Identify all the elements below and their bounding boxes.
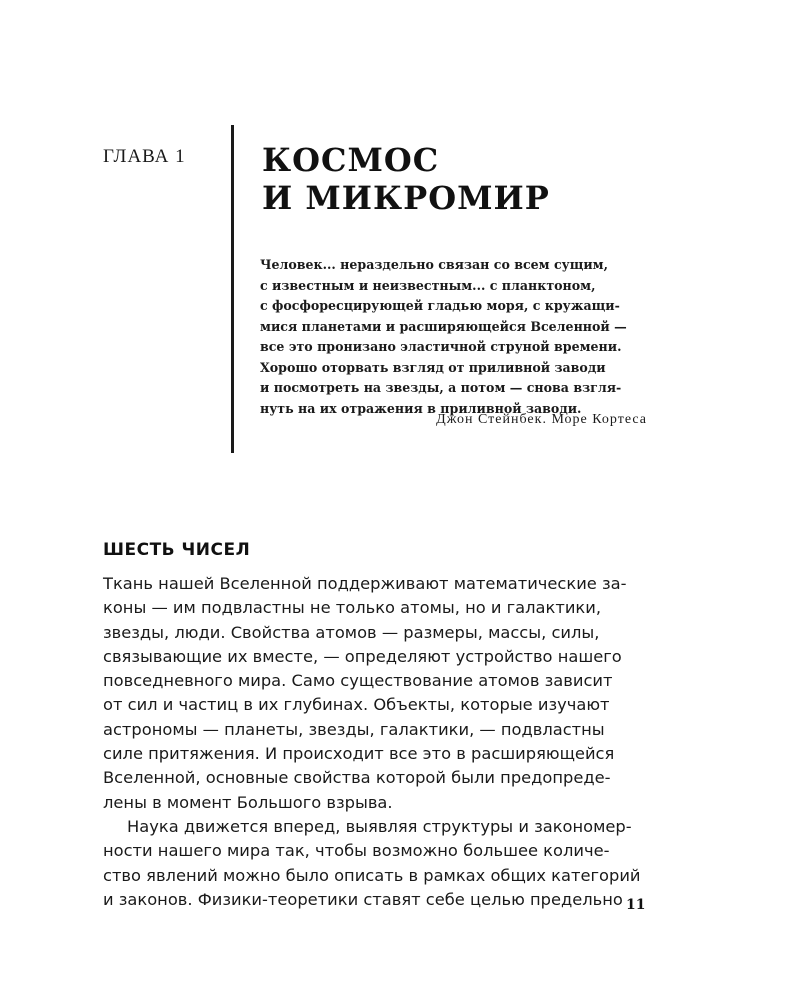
body-line: лены в момент Большого взрыва.	[103, 792, 393, 812]
epigraph-line: Человек... нераздельно связан со всем сущим,	[260, 257, 609, 272]
body-line: Ткань нашей Вселенной поддерживают математические за-	[103, 574, 627, 593]
epigraph-line: все это пронизано эластичной струной времени.	[260, 339, 622, 354]
body-line: от сил и частиц в их глубинах. Объекты, которые изучают	[103, 695, 610, 715]
epigraph-line: и посмотреть на звезды, а потом — снова взгля-	[260, 380, 622, 395]
body-line: ности нашего мира так, чтобы возможно большее количе-	[103, 841, 610, 861]
epigraph-line: с фосфоресцирующей гладью моря, с кружащи-	[260, 298, 620, 313]
chapter-title	[262, 141, 550, 217]
epigraph	[260, 255, 650, 419]
chapter-label: ГЛАВА 1	[103, 146, 186, 167]
body-line: астрономы — планеты, звезды, галактики, — подвластны	[103, 719, 605, 739]
chapter-title-line: И МИКРОМИР	[262, 179, 550, 217]
chapter-title-line: КОСМОС	[262, 141, 440, 179]
chapter-divider	[231, 125, 234, 453]
epigraph-line: мися планетами и расширяющейся Вселенной —	[260, 318, 627, 334]
epigraph-line: с известным и неизвестным... с планктоном,	[260, 277, 596, 293]
body-line: и законов. Физики-теоретики ставят себе целью предельно	[103, 889, 623, 909]
epigraph-line: Хорошо оторвать взгляд от приливной заводи	[260, 359, 606, 375]
body-line: коны — им подвластны не только атомы, но и галактики,	[103, 598, 602, 618]
section-heading: ШЕСТЬ ЧИСЕЛ	[103, 540, 251, 560]
epigraph-attribution: Джон Стейнбек. Море Кортеса	[436, 412, 647, 427]
body-line: связывающие их вместе, — определяют устройство нашего	[103, 646, 622, 666]
epigraph-line: нуть на их отражения в приливной заводи.	[260, 400, 582, 416]
page-number: 11	[626, 897, 646, 913]
body-line: ство явлений можно было описать в рамках общих категорий	[103, 865, 641, 885]
body-line: силе притяжения. И происходит все это в расширяющейся	[103, 744, 615, 764]
body-line: Наука движется вперед, выявляя структуры и закономер-	[127, 816, 632, 836]
body-line: повседневного мира. Само существование атомов зависит	[103, 671, 613, 691]
body-line: звезды, люди. Свойства атомов — размеры, массы, силы,	[103, 622, 600, 642]
body-text	[103, 572, 648, 912]
body-line: Вселенной, основные свойства которой были предопреде-	[103, 768, 611, 788]
